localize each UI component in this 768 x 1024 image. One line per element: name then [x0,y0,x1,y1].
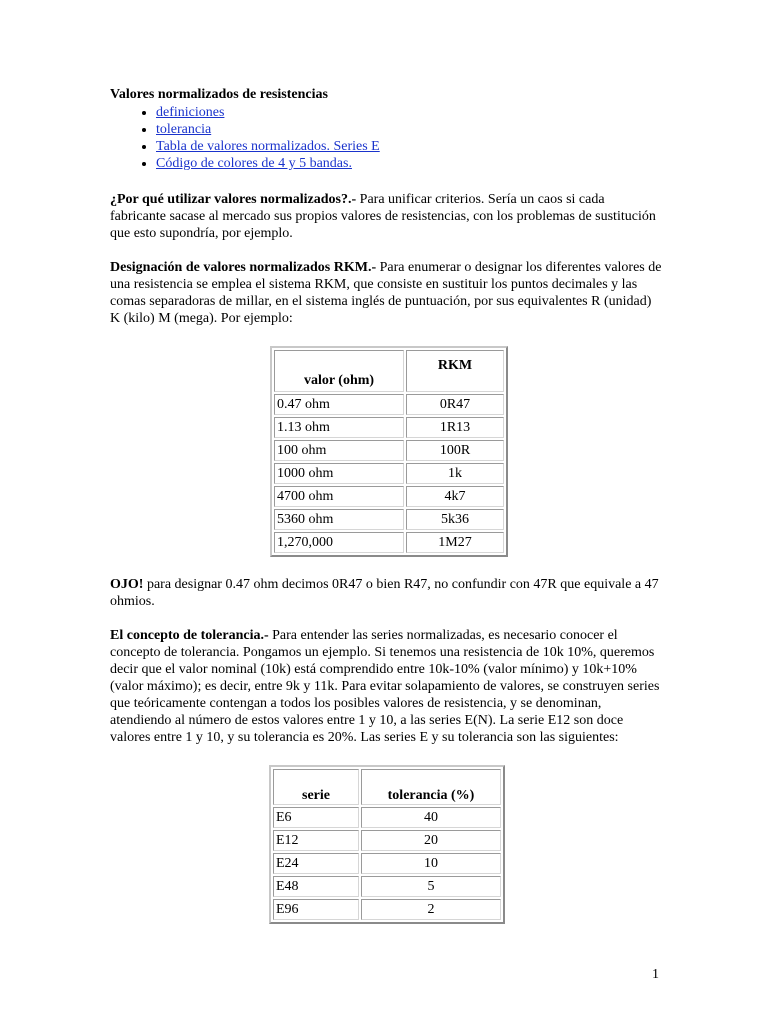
table-cell: E6 [273,807,359,828]
table-cell: 10 [361,853,501,874]
paragraph-text: Para enumerar o designar los diferentes valores de una resistencia se emplea el sistema RKM, que consiste en sustituir los puntos decimales y las comas separadoras de millar, en el sistema inglés de puntuación, por sus equivalentes R (unidad) K (kilo) M (mega). Por ejemplo: [110,260,662,326]
table-row [273,830,501,851]
table-cell: 100R [406,440,504,461]
link-definiciones[interactable]: definiciones [156,105,225,120]
table-cell: 20 [361,830,501,851]
paragraph-why-normalized [110,191,662,242]
table-row [274,486,504,507]
document-content [110,86,662,924]
table-row [274,463,504,484]
table-cell: 4700 ohm [274,486,404,507]
series-table-body [273,807,501,920]
table-row [274,509,504,530]
link-list [110,104,662,172]
paragraph-heading: OJO! [110,577,144,592]
list-item [156,121,662,138]
paragraph-text: Para entender las series normalizadas, es necesario conocer el concepto de tolerancia. Pongamos un ejemplo. Si tenemos una resistencia de 10k 10%, queremos decir que el valor nominal (10k) está comprendido entre 10k-10% (valor mínimo) y 10k+10% (valor máximo); es decir, entre 9k y 11k. Para evitar solapamiento de valores, se construyen series que teóricamente contengan a todos los posibles valores de resistencia, y se denominan, atendiendo al número de estos valores entre 1 y 10, a las series E(N). La serie E12 son doce valores entre 1 y 10, y su tolerancia es 20%. Las series E y su tolerancia son las siguientes: [110,628,660,745]
table-cell: E12 [273,830,359,851]
column-header-rkm: RKM [406,350,504,392]
rkm-table-body [274,394,504,553]
table-cell: 4k7 [406,486,504,507]
table-cell: 1.13 ohm [274,417,404,438]
link-tolerancia[interactable]: tolerancia [156,122,212,137]
table-row [273,899,501,920]
table-cell: 40 [361,807,501,828]
table-cell: 0.47 ohm [274,394,404,415]
paragraph-text: para designar 0.47 ohm decimos 0R47 o bien R47, no confundir con 47R que equivale a 47 ohmios. [110,577,659,609]
table-row [274,417,504,438]
table-cell: 1000 ohm [274,463,404,484]
list-item [156,104,662,121]
table-cell: 2 [361,899,501,920]
table-cell: E96 [273,899,359,920]
table-cell: 1M27 [406,532,504,553]
table-cell: E24 [273,853,359,874]
column-header-valor: valor (ohm) [274,350,404,392]
table-row [274,532,504,553]
list-item [156,138,662,155]
column-header-serie: serie [273,769,359,805]
table-cell: 5 [361,876,501,897]
table-cell: 1,270,000 [274,532,404,553]
paragraph-heading: Designación de valores normalizados RKM.- [110,260,377,275]
page-title: Valores normalizados de resistencias [110,87,328,102]
list-item [156,155,662,172]
rkm-table [270,346,508,557]
series-table [269,765,505,924]
paragraph-tolerancia [110,627,662,746]
table-cell: 1R13 [406,417,504,438]
table-cell: E48 [273,876,359,897]
paragraph-ojo [110,576,662,610]
page-number: 1 [652,967,659,982]
table-row [273,807,501,828]
table-row [274,394,504,415]
table-row [274,440,504,461]
table-cell: 1k [406,463,504,484]
paragraph-heading: ¿Por qué utilizar valores normalizados?.- [110,192,357,207]
paragraph-text: Para unificar criterios. Sería un caos si cada fabricante sacase al mercado sus propios valores de resistencias, con los problemas de sustitución que esto supondría, por ejemplo. [110,192,656,241]
table-cell: 5360 ohm [274,509,404,530]
paragraph-rkm [110,259,662,327]
table-row [273,876,501,897]
table-cell: 100 ohm [274,440,404,461]
table-row [273,853,501,874]
column-header-tolerancia: tolerancia (%) [361,769,501,805]
table-cell: 5k36 [406,509,504,530]
link-codigo-colores[interactable]: Código de colores de 4 y 5 bandas. [156,156,352,171]
link-tabla-series-e[interactable]: Tabla de valores normalizados. Series E [156,139,380,154]
table-cell: 0R47 [406,394,504,415]
paragraph-heading: El concepto de tolerancia.- [110,628,269,643]
